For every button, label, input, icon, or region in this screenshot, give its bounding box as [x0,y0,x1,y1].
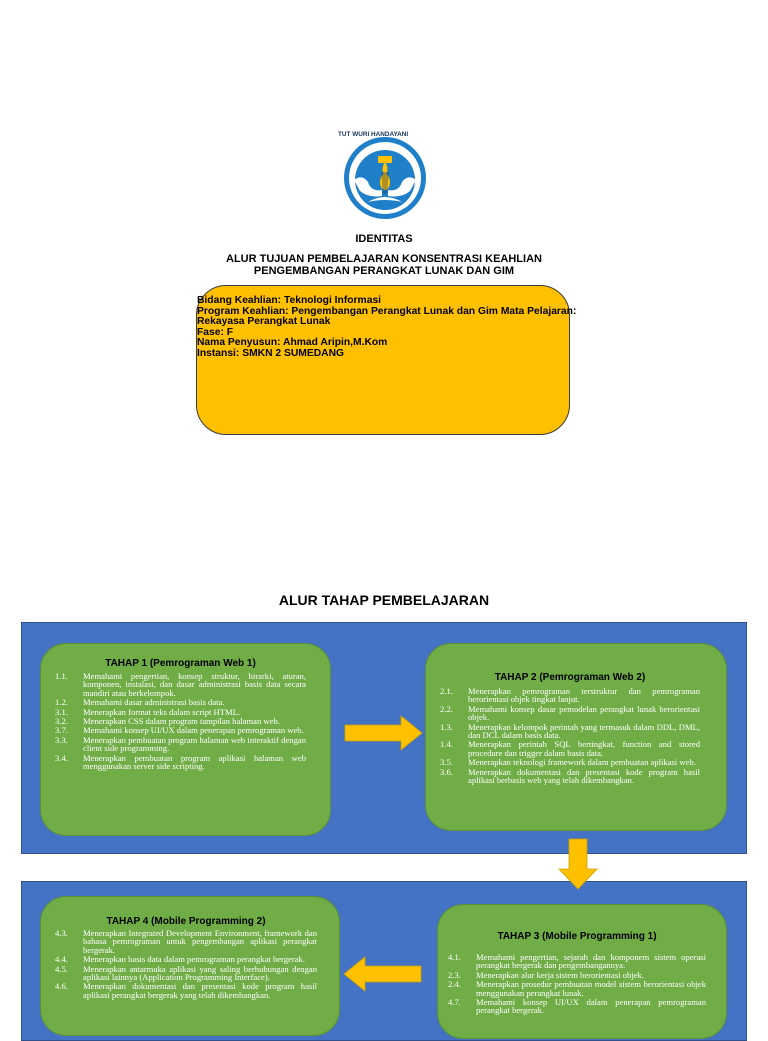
identity-line-penyusun: Nama Penyusun: Ahmad Aripin,M.Kom [197,337,388,349]
stage-title: TAHAP 3 (Mobile Programming 1) [497,931,657,942]
item-text: Menerapkan pembuatan program halaman web interaktif dengan client side programming. [83,734,306,754]
list-item [440,705,700,722]
identity-line-program: Program Keahlian: Pengembangan Perangkat Lunak dan Gim Mata Pelajaran: [197,305,577,317]
item-text: Memahami konsep dasar pemodelan perangkat lunak berorientasi objek. [468,703,700,723]
stage-title: TAHAP 1 (Pemrograman Web 1) [105,658,256,669]
list-item [55,736,306,753]
item-number: 3.3. [55,734,68,745]
identity-subtitle-line2: PENGEMBANGAN PERANGKAT LUNAK DAN GIM [253,265,515,277]
item-text: Memahami konsep UI/UX dalam penerapan pemrograman web. [83,725,304,736]
list-item [55,698,306,706]
identity-box [196,285,577,435]
item-text: Menerapkan antarmuka aplikasi yang saling berhubungan dengan aplikasi lainnya (Application Programming Interface). [83,963,317,983]
list-item [440,723,700,740]
item-number: 3.5. [440,757,453,768]
list-item [55,982,317,999]
item-number: 2.1. [440,686,453,696]
item-text: Menerapkan basis data dalam pemrograman perangkat bergerak. [83,954,305,965]
stage-card-3 [437,904,727,1039]
stage-title: TAHAP 2 (Pemrograman Web 2) [494,672,646,683]
item-text: Memahami pengertian, konsep struktur, hirarki, aturan, komponen, instalasi, dan dasar administrasi basis data secara mandiri atau berkelompok. [83,671,306,698]
item-text: Memahami konsep UI/UX dalam penerapan pemrograman perangkat bergerak. [476,997,706,1016]
arrow-down-icon [559,839,597,889]
list-item [55,929,317,954]
item-text: Menerapkan CSS dalam program tampilan halaman web. [83,716,280,727]
item-number: 1.4. [440,739,453,750]
list-item [55,955,317,963]
item-text: Menerapkan prosedur pembuatan model sistem berorientasi objek menggunakan perangkat lunak. [476,979,706,998]
item-text: Memahami dasar administrasi basis data. [83,697,225,708]
list-item [440,687,700,704]
list-item [448,980,706,997]
list-item [448,998,706,1015]
stage-card-2 [425,643,727,831]
logo-motto: TUT WURI HANDAYANI [338,131,409,138]
item-text: Menerapkan pembuatan program aplikasi halaman web menggunakan server side scripting. [83,752,306,772]
item-text: Memahami pengertian, sejarah dan komponem sistem operasi perangkat bergerak dan pengembangannya. [476,952,706,971]
flow-title: ALUR TAHAP PEMBELAJARAN [278,592,490,608]
stage-title: TAHAP 4 (Mobile Programming 2) [106,916,266,927]
list-item [55,672,306,697]
tut-wuri-handayani-logo [338,131,432,220]
stage-card-1 [40,643,331,836]
item-text: Menerapkan teknologi framework dalam pembuatan aplikasi web. [468,757,696,768]
item-number: 4.5. [55,963,68,974]
list-item [440,740,700,757]
item-number: 3.2. [55,716,68,727]
identity-line-bidang: Bidang Keahlian: Teknologi Informasi [197,295,382,306]
identity-subtitle-line1: ALUR TUJUAN PEMBELAJARAN KONSENTRASI KEAHLIAN [226,253,542,265]
list-item [55,726,306,734]
list-item [448,953,706,970]
item-number: 4.1. [448,952,461,962]
stage-card-4 [40,896,340,1036]
item-text: Menerapkan dokumentasi dan presentasi kode program hasil aplikasi berbasis web yang telah dikembangkan. [468,766,700,786]
identity-line-instansi: Instansi: SMKN 2 SUMEDANG [197,347,345,359]
item-number: 4.6. [55,981,68,992]
item-number: 2.2. [440,703,453,714]
item-number: 1.3. [440,721,453,732]
item-text: Menerapkan dokumentasi dan presentasi kode program hasil aplikasi perangkat bergerak yang telah dikembangkan. [83,981,317,1000]
identity-line-fase: Fase: F [197,326,234,338]
item-number: 3.4. [55,752,68,763]
list-item [55,754,306,771]
item-text: Menerapkan format teks dalam script HTML. [83,706,241,717]
item-number: 2.4. [448,979,461,990]
list-item [55,717,306,725]
arrow-right-icon [345,716,422,750]
item-number: 4.7. [448,997,461,1008]
item-text: Menerapkan perintah SQL bertingkat, function and stored procedure dan trigger dalam basis data. [468,739,700,758]
item-number: 4.4. [55,954,68,965]
identity-heading: IDENTITAS [355,233,413,245]
item-number: 2.3. [448,969,461,980]
item-text: Menerapkan kelompok perintah yang termasuk dalam DDL, DML, dan DCL dalam basis data. [468,721,700,741]
arrow-left-icon [344,957,421,991]
item-text: Menerapkan Integrated Development Environment, framework dan bahasa pemrograman untuk pengembangan aplikasi perangkat bergerak. [83,928,317,955]
item-number: 1.2. [55,697,68,708]
list-item [448,971,706,979]
item-text: Menerapkan pemrograman terstruktur dan pemrograman berorientasi objek tingkat lanjut. [468,686,700,705]
list-item [55,965,317,982]
list-item [440,758,700,766]
item-number: 3.1. [55,706,68,717]
item-number: 3.7. [55,725,68,736]
item-number: 1.1. [55,671,68,681]
list-item [440,768,700,785]
item-text: Menerapkan alur kerja sistem berorientasi objek. [476,969,644,980]
identity-line-mapel: Rekayasa Perangkat Lunak [197,316,331,328]
item-number: 4.3. [55,928,68,938]
list-item [55,708,306,716]
item-number: 3.6. [440,766,453,777]
